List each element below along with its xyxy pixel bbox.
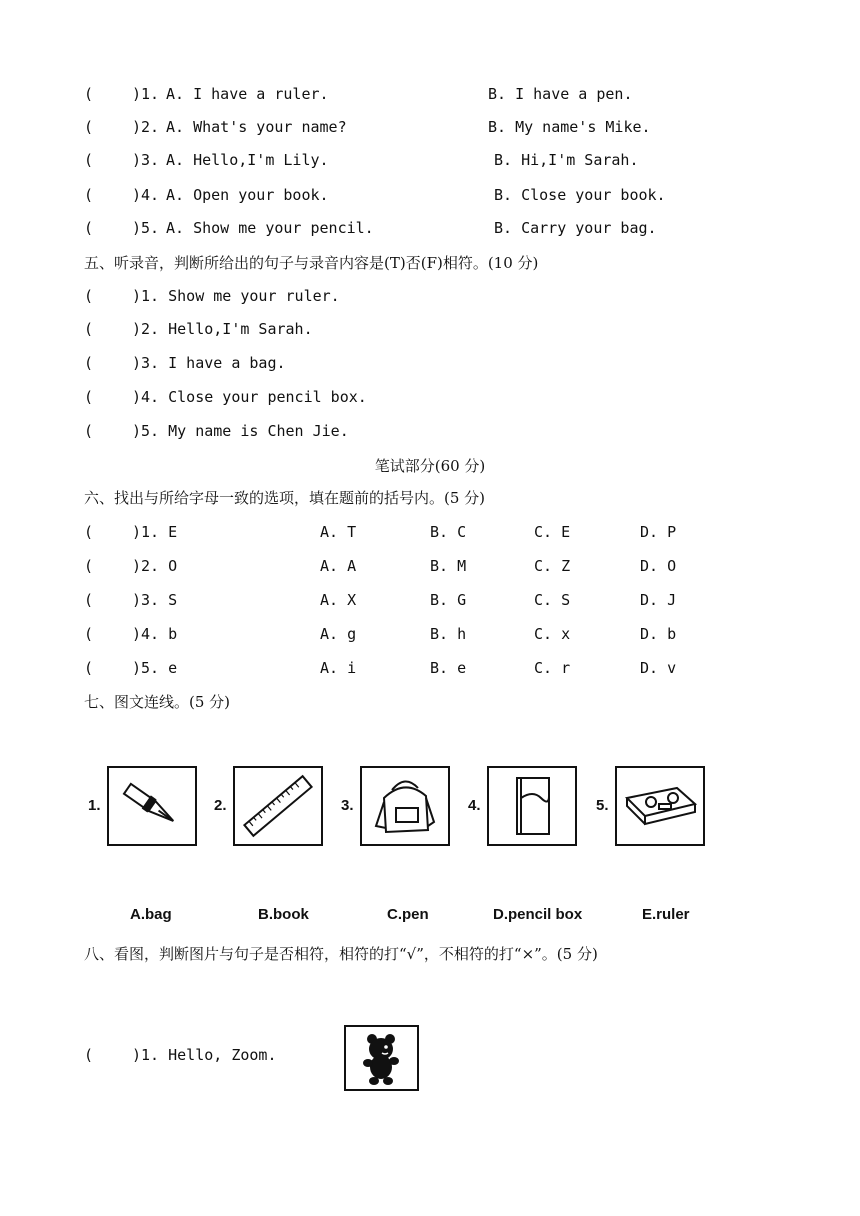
option-a: A. What's your name? (166, 118, 347, 136)
section8-heading: 八、看图，判断图片与句子是否相符，相符的打“√”，不相符的打“×”。(5 分) (84, 945, 598, 963)
picture-zoom (344, 1025, 419, 1091)
answer-paren[interactable]: ( (84, 422, 94, 440)
word-option[interactable]: D.pencil box (493, 906, 583, 923)
ruler-icon (235, 768, 321, 844)
word-option[interactable]: C.pen (387, 906, 429, 923)
answer-paren[interactable]: ( (84, 219, 94, 237)
pencil-box-icon (617, 768, 703, 844)
school-bag-icon (362, 768, 448, 844)
option-a: A. I have a ruler. (166, 85, 329, 103)
written-part-title: 笔试部分(60 分) (374, 457, 486, 475)
word-option[interactable]: E.ruler (642, 906, 690, 923)
option-a: A. Open your book. (166, 186, 329, 204)
book-icon (489, 768, 575, 844)
section7-heading: 七、图文连线。(5 分) (84, 693, 231, 711)
answer-paren[interactable]: ( (84, 151, 94, 169)
answer-paren[interactable]: ( (84, 320, 94, 338)
answer-paren[interactable]: ( (84, 354, 94, 372)
answer-paren[interactable]: ( (84, 591, 94, 609)
answer-paren[interactable]: ( (84, 388, 94, 406)
answer-paren[interactable]: ( (84, 557, 94, 575)
picture-book[interactable] (487, 766, 577, 846)
picture-ruler[interactable] (233, 766, 323, 846)
option-a: A. Hello,I'm Lily. (166, 151, 329, 169)
section6-heading: 六、找出与所给字母一致的选项，填在题前的括号内。(5 分) (84, 489, 486, 507)
bear-silhouette-icon (346, 1027, 417, 1089)
answer-paren[interactable]: ( (84, 659, 94, 677)
answer-paren[interactable]: ( (84, 625, 94, 643)
option-b: B. Carry your bag. (494, 219, 657, 237)
picture-bag[interactable] (360, 766, 450, 846)
picture-pen[interactable] (107, 766, 197, 846)
word-option[interactable]: B.book (258, 906, 309, 923)
word-option[interactable]: A.bag (130, 906, 172, 923)
answer-paren[interactable]: ( (84, 118, 94, 136)
section5-heading: 五、听录音，判断所给出的句子与录音内容是(T)否(F)相符。(10 分) (84, 254, 539, 272)
option-b: B. Close your book. (494, 186, 666, 204)
fountain-pen-icon (109, 768, 195, 844)
answer-paren[interactable]: ( (84, 1046, 94, 1064)
option-b: B. My name's Mike. (488, 118, 651, 136)
picture-pencil-box[interactable] (615, 766, 705, 846)
option-b: B. Hi,I'm Sarah. (494, 151, 639, 169)
answer-paren[interactable]: ( (84, 186, 94, 204)
answer-paren[interactable]: ( (84, 287, 94, 305)
option-a: A. Show me your pencil. (166, 219, 374, 237)
answer-paren[interactable]: ( (84, 523, 94, 541)
option-b: B. I have a pen. (488, 85, 633, 103)
answer-paren[interactable]: ( (84, 85, 94, 103)
